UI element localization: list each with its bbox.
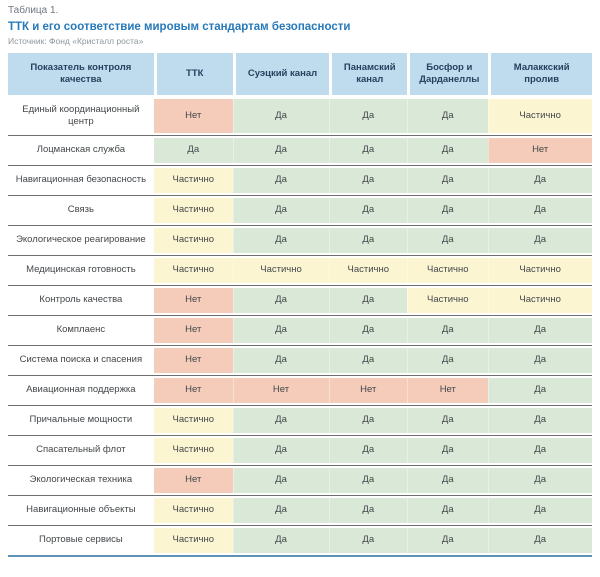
table-row: [8, 198, 592, 223]
table-body: [8, 99, 592, 553]
row-divider-line: [8, 465, 592, 466]
row-label: Навигационные объекты: [8, 498, 154, 523]
value-cell: Да: [233, 99, 329, 133]
table-row: [8, 348, 592, 373]
value-cell: Частично: [488, 99, 592, 133]
value-cell: Да: [488, 348, 592, 373]
column-header: Малаккский пролив: [488, 53, 592, 95]
value-cell: Нет: [154, 99, 233, 133]
column-header: Панамский канал: [329, 53, 407, 95]
value-cell: Нет: [154, 468, 233, 493]
table-row: [8, 99, 592, 133]
value-cell: Да: [329, 138, 407, 163]
value-cell: Да: [233, 318, 329, 343]
value-cell: Частично: [488, 288, 592, 313]
value-cell: Да: [488, 198, 592, 223]
value-cell: Да: [488, 468, 592, 493]
value-cell: Частично: [154, 228, 233, 253]
table-title: ТТК и его соответствие мировым стандартам безопасности: [8, 21, 351, 33]
value-cell: Да: [407, 528, 488, 553]
table-row: [8, 168, 592, 193]
row-divider-line: [8, 525, 592, 526]
value-cell: Частично: [154, 198, 233, 223]
value-cell: Да: [407, 498, 488, 523]
row-divider-line: [8, 405, 592, 406]
value-cell: Нет: [233, 378, 329, 403]
value-cell: Да: [233, 228, 329, 253]
value-cell: Да: [329, 228, 407, 253]
row-label: Экологическое реагирование: [8, 228, 154, 253]
standards-table: [8, 53, 592, 557]
row-label: Связь: [8, 198, 154, 223]
table-row: [8, 468, 592, 493]
value-cell: Да: [407, 318, 488, 343]
value-cell: Да: [233, 528, 329, 553]
value-cell: Да: [407, 99, 488, 133]
row-label: Лоцманская служба: [8, 138, 154, 163]
row-label: Причальные мощности: [8, 408, 154, 433]
value-cell: Да: [233, 168, 329, 193]
value-cell: Да: [407, 408, 488, 433]
row-label: Портовые сервисы: [8, 528, 154, 553]
value-cell: Частично: [329, 258, 407, 283]
value-cell: Частично: [154, 408, 233, 433]
value-cell: Да: [329, 528, 407, 553]
value-cell: Да: [407, 228, 488, 253]
row-divider-line: [8, 285, 592, 286]
value-cell: Да: [407, 468, 488, 493]
value-cell: Да: [154, 138, 233, 163]
column-header: Показатель контроля качества: [8, 53, 154, 95]
value-cell: Да: [329, 318, 407, 343]
column-header: Босфор и Дарданеллы: [407, 53, 488, 95]
row-divider-line: [8, 195, 592, 196]
row-label: Единый координационный центр: [8, 99, 154, 133]
row-label: Медицинская готовность: [8, 258, 154, 283]
value-cell: Частично: [154, 498, 233, 523]
value-cell: Да: [488, 378, 592, 403]
value-cell: Да: [407, 348, 488, 373]
row-divider-line: [8, 495, 592, 496]
value-cell: Нет: [407, 378, 488, 403]
row-label: Экологическая техника: [8, 468, 154, 493]
value-cell: Частично: [154, 438, 233, 463]
value-cell: Да: [407, 168, 488, 193]
value-cell: Нет: [154, 348, 233, 373]
column-header: ТТК: [154, 53, 233, 95]
row-divider-line: [8, 435, 592, 436]
value-cell: Да: [329, 99, 407, 133]
row-label: Комплаенс: [8, 318, 154, 343]
value-cell: Да: [488, 228, 592, 253]
table-row: [8, 288, 592, 313]
column-header: Суэцкий канал: [233, 53, 329, 95]
value-cell: Да: [407, 138, 488, 163]
table-row: [8, 228, 592, 253]
value-cell: Да: [488, 408, 592, 433]
table-row: [8, 498, 592, 523]
value-cell: Да: [329, 168, 407, 193]
row-divider-line: [8, 315, 592, 316]
value-cell: Да: [329, 288, 407, 313]
value-cell: Да: [233, 408, 329, 433]
value-cell: Да: [488, 528, 592, 553]
value-cell: Да: [233, 468, 329, 493]
value-cell: Нет: [154, 378, 233, 403]
row-divider-line: [8, 345, 592, 346]
value-cell: Да: [233, 438, 329, 463]
table-number: Таблица 1.: [8, 5, 59, 16]
value-cell: Нет: [154, 318, 233, 343]
value-cell: Да: [329, 408, 407, 433]
value-cell: Частично: [488, 258, 592, 283]
row-divider-line: [8, 375, 592, 376]
value-cell: Частично: [154, 528, 233, 553]
value-cell: Да: [233, 138, 329, 163]
table-row: [8, 408, 592, 433]
value-cell: Частично: [233, 258, 329, 283]
table-bottom-rule: [8, 555, 592, 557]
value-cell: Да: [233, 288, 329, 313]
value-cell: Частично: [154, 258, 233, 283]
value-cell: Частично: [407, 288, 488, 313]
value-cell: Да: [488, 498, 592, 523]
value-cell: Нет: [154, 288, 233, 313]
value-cell: Частично: [407, 258, 488, 283]
value-cell: Да: [329, 498, 407, 523]
value-cell: Да: [233, 198, 329, 223]
value-cell: Да: [488, 438, 592, 463]
value-cell: Да: [488, 168, 592, 193]
row-divider-line: [8, 165, 592, 166]
table-row: [8, 438, 592, 463]
row-label: Спасательный флот: [8, 438, 154, 463]
table-row: [8, 138, 592, 163]
value-cell: Да: [329, 468, 407, 493]
source-note: Источник: Фонд «Кристалл роста»: [8, 36, 144, 46]
value-cell: Нет: [329, 378, 407, 403]
row-divider-line: [8, 255, 592, 256]
value-cell: Да: [233, 348, 329, 373]
table-row: [8, 378, 592, 403]
value-cell: Да: [233, 498, 329, 523]
value-cell: Да: [488, 318, 592, 343]
value-cell: Да: [329, 348, 407, 373]
table-header-row: [8, 53, 592, 95]
row-divider-line: [8, 225, 592, 226]
value-cell: Да: [407, 438, 488, 463]
row-label: Навигационная безопасность: [8, 168, 154, 193]
value-cell: Да: [329, 438, 407, 463]
table-row: [8, 528, 592, 553]
value-cell: Да: [407, 198, 488, 223]
value-cell: Нет: [488, 138, 592, 163]
table-row: [8, 258, 592, 283]
row-label: Авиационная поддержка: [8, 378, 154, 403]
row-label: Контроль качества: [8, 288, 154, 313]
value-cell: Да: [329, 198, 407, 223]
row-divider-line: [8, 135, 592, 136]
row-label: Система поиска и спасения: [8, 348, 154, 373]
table-row: [8, 318, 592, 343]
value-cell: Частично: [154, 168, 233, 193]
